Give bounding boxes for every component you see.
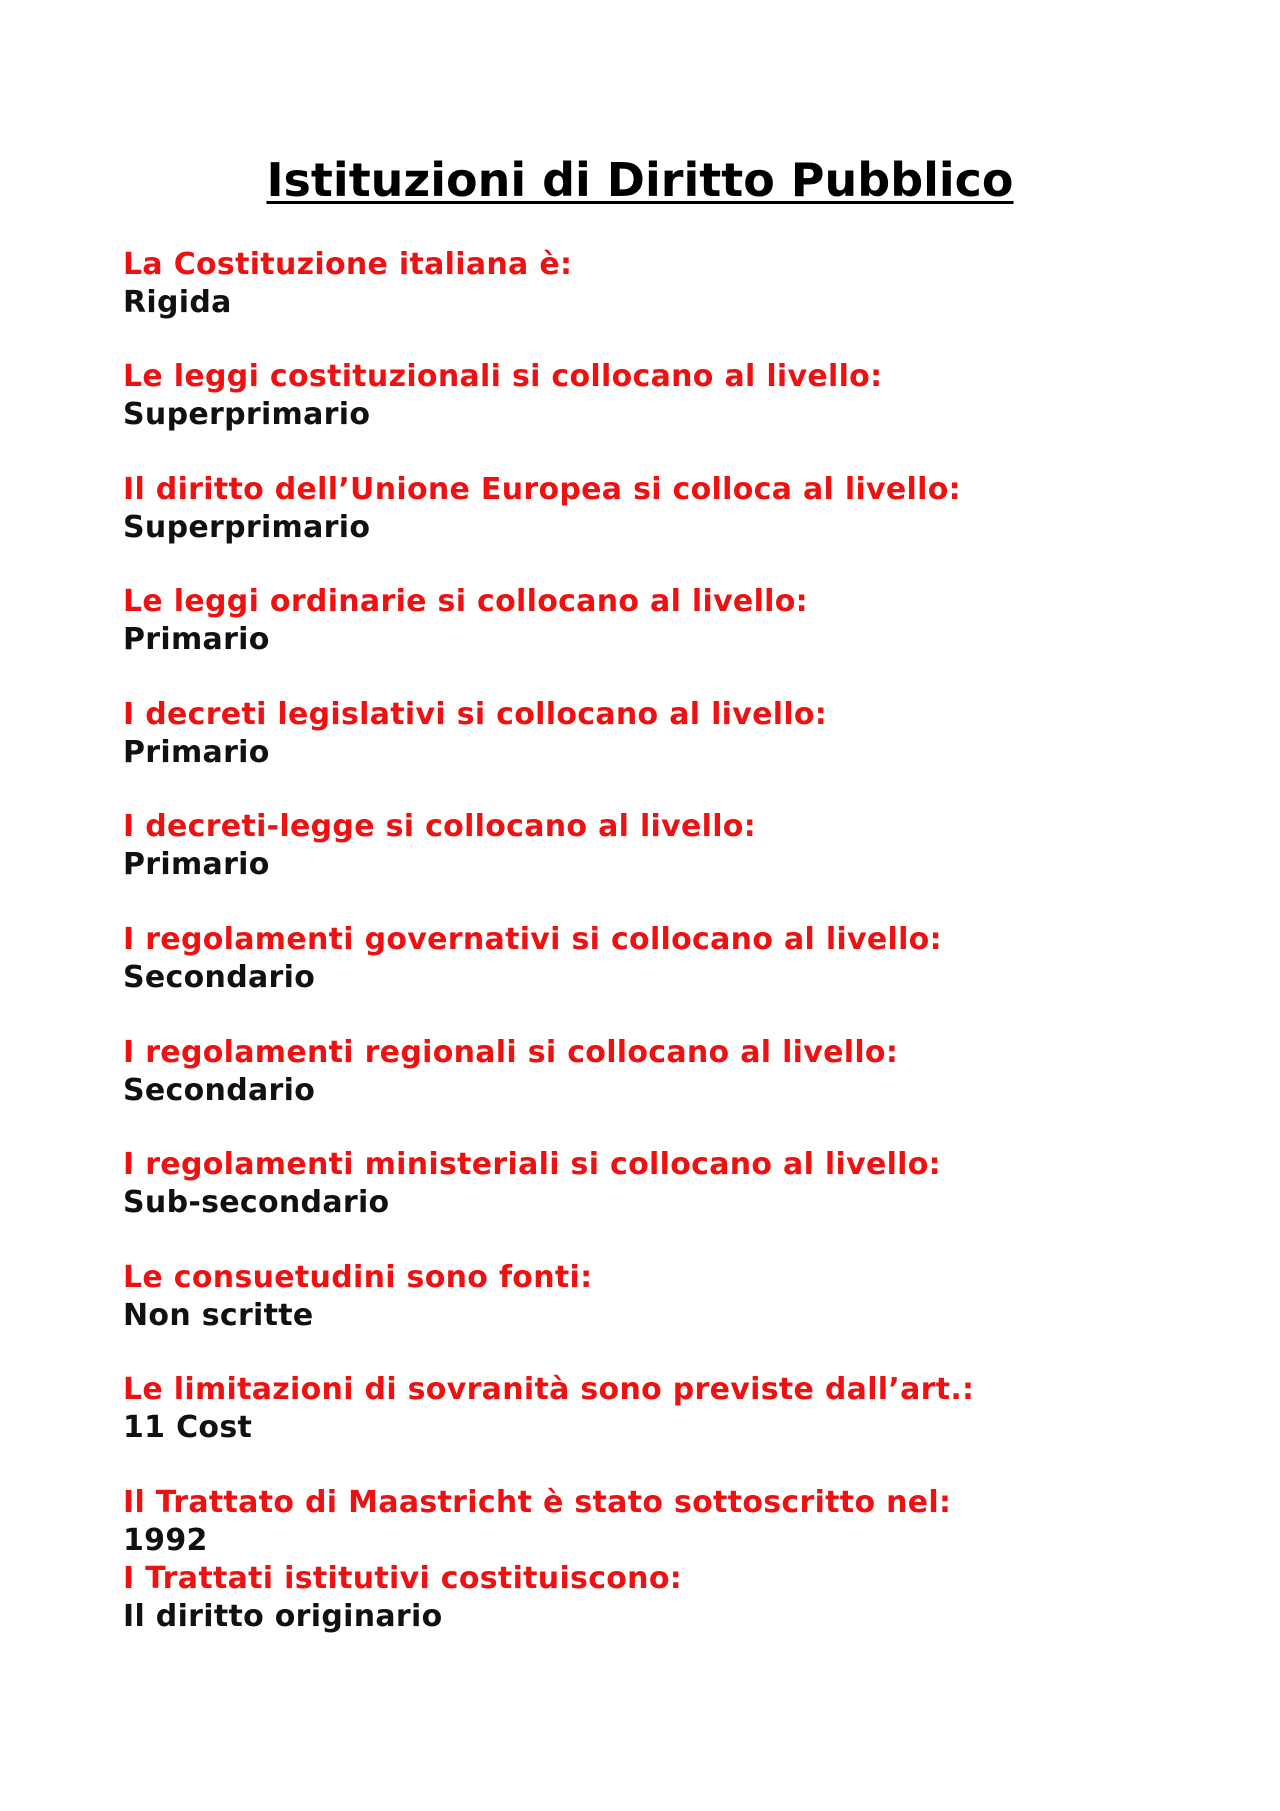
qa-item [123,808,1223,884]
question-text: I regolamenti regionali si collocano al livello: [123,1035,899,1070]
question-text: I Trattati istitutivi costituiscono: [123,1561,683,1596]
qa-item [123,696,1223,772]
qa-item [123,1259,1223,1335]
question-text: I regolamenti ministeriali si collocano al livello: [123,1147,941,1182]
qa-item [123,921,1223,997]
answer-text: Rigida [123,285,232,320]
answer-text: Primario [123,735,270,770]
qa-item [123,1484,1223,1560]
question-text: I regolamenti governativi si collocano al livello: [123,922,942,957]
page-title: Istituzioni di Diritto Pubblico [266,153,1014,207]
question-text: La Costituzione italiana è: [123,247,573,282]
question-text: Le consuetudini sono fonti: [123,1260,593,1295]
question-text: Le limitazioni di sovranità sono previste dall’art.: [123,1372,975,1407]
qa-item [123,1034,1223,1110]
qa-item [123,246,1223,322]
answer-text: 11 Cost [123,1410,253,1445]
qa-item [123,471,1223,547]
question-text: I decreti-legge si collocano al livello: [123,809,757,844]
answer-text: Superprimario [123,397,371,432]
answer-text: Primario [123,847,270,882]
answer-text: Secondario [123,960,316,995]
qa-item [123,358,1223,434]
qa-item [123,1560,1223,1636]
answer-text: Secondario [123,1073,316,1108]
question-text: I decreti legislativi si collocano al livello: [123,697,828,732]
answer-text: Il diritto originario [123,1599,443,1634]
qa-item [123,1146,1223,1222]
answer-text: Primario [123,622,270,657]
answer-text: Superprimario [123,510,371,545]
answer-text: Sub-secondario [123,1185,390,1220]
answer-text: 1992 [123,1523,208,1558]
question-text: Le leggi ordinarie si collocano al livello: [123,584,808,619]
answer-text: Non scritte [123,1298,314,1333]
question-text: Il Trattato di Maastricht è stato sottoscritto nel: [123,1485,952,1520]
qa-item [123,583,1223,659]
question-text: Il diritto dell’Unione Europea si colloca al livello: [123,472,961,507]
qa-item [123,1371,1223,1447]
question-text: Le leggi costituzionali si collocano al livello: [123,359,883,394]
